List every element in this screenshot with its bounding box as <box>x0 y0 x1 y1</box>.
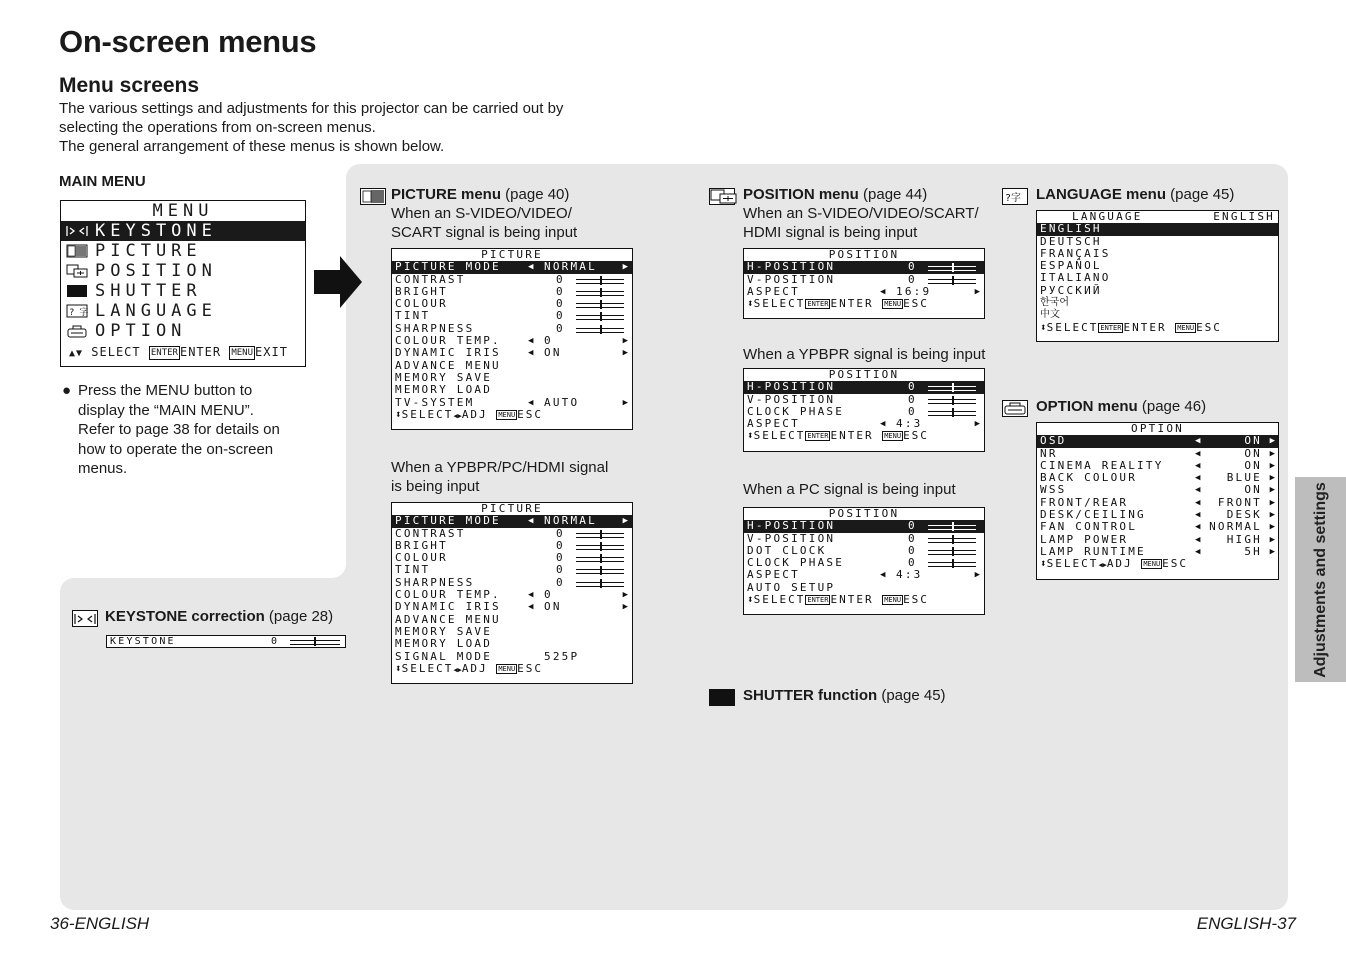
osd-footer-enter: ENTER <box>830 429 874 443</box>
osd-row-label: LAMP RUNTIME <box>1040 544 1146 558</box>
osd-slider-knob <box>600 276 602 285</box>
left-arrow-icon: ◀ <box>1195 448 1201 459</box>
left-arrow-icon: ◀ <box>528 262 534 273</box>
osd-slider-knob <box>952 383 954 392</box>
osd-row-label: V-POSITION <box>747 272 836 286</box>
language-icon <box>1002 188 1028 205</box>
enter-key-icon: ENTER <box>1100 323 1122 332</box>
left-arrow-icon: ◀ <box>880 419 886 430</box>
osd-row-label: COLOUR <box>395 297 448 311</box>
osd-slider-knob <box>600 530 602 539</box>
language-option: ENGLISH <box>1037 223 1278 235</box>
left-arrow-icon: ◀ <box>528 602 534 613</box>
osd-row-label: TINT <box>395 563 431 577</box>
menu-key-icon: MENU <box>498 410 516 419</box>
osd-row-label: PICTURE MODE <box>395 514 501 528</box>
osd-footer <box>1037 322 1278 334</box>
right-arrow-icon: ▶ <box>1269 460 1275 471</box>
osd-footer <box>744 594 984 606</box>
language-option: ITALIANO <box>1040 271 1111 285</box>
osd-row-value: 0 <box>544 334 553 348</box>
osd-row-label: MEMORY LOAD <box>395 383 493 397</box>
osd-slider <box>576 569 624 574</box>
language-option: 中文 <box>1040 309 1060 321</box>
page-number-right: ENGLISH-37 <box>1196 914 1296 933</box>
osd-footer-esc: ESC <box>903 429 929 443</box>
updown-arrow-icon: ⬍ <box>1040 557 1047 571</box>
osd-footer <box>744 298 984 310</box>
osd-row-value: 0 <box>556 526 565 540</box>
svg-text:?字: ?字 <box>1005 193 1022 204</box>
osd-row-label: ADVANCE MENU <box>395 358 501 372</box>
osd-row-value: 0 <box>556 309 565 323</box>
osd-row-value: 0 <box>908 543 917 557</box>
left-arrow-icon: ◀ <box>528 590 534 601</box>
left-arrow-icon: ◀ <box>1195 460 1201 471</box>
right-arrow-icon: ▶ <box>1269 534 1275 545</box>
osd-row-label: TV-SYSTEM <box>395 395 475 409</box>
position-osd-ypbpr <box>743 368 985 452</box>
shutter-icon <box>66 284 88 298</box>
osd-slider-knob <box>600 288 602 297</box>
osd-slider <box>928 399 976 404</box>
osd-footer-enter: ENTER <box>830 297 874 311</box>
osd-slider <box>576 279 624 284</box>
osd-row-value: ON <box>544 600 562 614</box>
keystone-icon <box>66 224 88 238</box>
right-arrow-icon: ▶ <box>622 397 628 408</box>
enter-key-icon: ENTER <box>150 347 178 358</box>
main-menu-item-keystone: KEYSTONE <box>61 221 305 241</box>
position-label: POSITION menu (page 44) When an S-VIDEO/VIDEO/SCART/ HDMI signal is being input <box>743 186 979 241</box>
position-caption-ypbpr: When a YPBPR signal is being input <box>743 346 986 363</box>
language-option: DEUTSCH <box>1040 234 1102 248</box>
updown-arrow-icon: ⬍ <box>395 661 402 675</box>
osd-row-value: 5H <box>1244 544 1262 558</box>
osd-row-label: MEMORY SAVE <box>395 624 493 638</box>
right-arrow-icon: ▶ <box>974 419 980 430</box>
osd-row <box>1037 435 1278 447</box>
osd-row-label: DYNAMIC IRIS <box>395 346 501 360</box>
leftright-arrow-icon: ◀▶ <box>1098 561 1107 570</box>
osd-row-label: COLOUR <box>395 551 448 565</box>
osd-row-value: 4:3 <box>896 417 923 431</box>
leftright-arrow-icon: ◀▶ <box>453 665 462 674</box>
osd-slider <box>576 303 624 308</box>
osd-slider-knob <box>952 547 954 556</box>
right-arrow-icon: ▶ <box>1269 497 1275 508</box>
osd-footer-enter: ENTER <box>830 593 874 607</box>
osd-slider-knob <box>600 579 602 588</box>
osd-row-label: MEMORY SAVE <box>395 370 493 384</box>
osd-title: OPTION <box>1131 422 1184 435</box>
osd-slider <box>576 315 624 320</box>
osd-footer-adj: ADJ <box>461 407 488 421</box>
osd-row-value: 4:3 <box>896 568 923 582</box>
left-arrow-icon: ◀ <box>1195 485 1201 496</box>
osd-row-value: 0 <box>556 575 565 589</box>
right-arrow-icon: ▶ <box>1269 448 1275 459</box>
osd-slider-knob <box>952 276 954 285</box>
osd-row-value: AUTO <box>544 395 580 409</box>
updown-arrow-icon: ⬍ <box>747 297 754 311</box>
osd-row-label: CLOCK PHASE <box>747 404 845 418</box>
osd-row-label: BRIGHT <box>395 284 448 298</box>
main-menu-item-picture: PICTURE <box>61 241 305 261</box>
updown-arrow-icon: ▲▼ <box>69 348 84 359</box>
osd-footer-esc: ESC <box>1162 557 1189 571</box>
right-arrow-icon: ▶ <box>1269 522 1275 533</box>
left-arrow-icon: ◀ <box>528 397 534 408</box>
osd-row-value: 0 <box>556 321 565 335</box>
right-arrow-icon: ▶ <box>1269 546 1275 557</box>
picture-osd-video <box>391 248 633 430</box>
osd-footer-select: SELECT <box>1046 320 1099 334</box>
picture-icon <box>66 244 88 258</box>
osd-slider-knob <box>952 522 954 531</box>
right-arrow-icon: ▶ <box>622 602 628 613</box>
menu-key-icon: MENU <box>231 347 254 358</box>
osd-footer-esc: ESC <box>517 407 544 421</box>
osd-slider <box>928 279 976 284</box>
main-menu-item-language: ?字 LANGUAGE <box>61 301 305 321</box>
osd-row-value: FRONT <box>1217 495 1262 509</box>
osd-slider <box>928 538 976 543</box>
section-title: Menu screens <box>59 74 200 97</box>
osd-row-label: COLOUR TEMP. <box>395 334 501 348</box>
osd-row-value: 0 <box>556 551 565 565</box>
osd-title: POSITION <box>828 248 900 261</box>
svg-text:?字: ?字 <box>69 308 94 318</box>
osd-footer-select: SELECT <box>1046 557 1099 571</box>
position-icon <box>709 188 735 205</box>
osd-title: PICTURE <box>481 248 543 261</box>
osd-slider <box>928 525 976 530</box>
osd-row-value: ON <box>1244 434 1262 448</box>
osd-slider-knob <box>952 263 954 272</box>
left-arrow-icon: ◀ <box>1195 510 1201 521</box>
osd-row-label: SHARPNESS <box>395 575 475 589</box>
menu-key-icon: MENU <box>884 432 902 441</box>
osd-title-label: LANGUAGE <box>1072 210 1143 223</box>
osd-slider-knob <box>952 408 954 417</box>
osd-row-value: BLUE <box>1226 471 1262 485</box>
osd-row-label: COLOUR TEMP. <box>395 588 501 602</box>
osd-footer-select: SELECT <box>401 407 454 421</box>
osd-row-value: 0 <box>908 556 917 570</box>
osd-row-value: 0 <box>556 538 565 552</box>
osd-row-label: OSD <box>1040 434 1067 448</box>
osd-row-label: TINT <box>395 309 431 323</box>
keystone-panel-background <box>60 578 360 910</box>
osd-row-label: SHARPNESS <box>395 321 475 335</box>
osd-footer-select: SELECT <box>753 429 806 443</box>
osd-slider <box>576 545 624 550</box>
osd-row-value: NORMAL <box>544 514 597 528</box>
osd-row-value: 0 <box>556 284 565 298</box>
osd-footer-select: SELECT <box>753 297 806 311</box>
osd-row-value: 0 <box>908 380 917 394</box>
osd-row-label: CONTRAST <box>395 526 466 540</box>
right-arrow-icon: ▶ <box>622 262 628 273</box>
osd-slider-knob <box>600 542 602 551</box>
option-icon <box>66 324 88 338</box>
osd-row-value: NORMAL <box>1209 520 1262 534</box>
osd-row-label: H-POSITION <box>747 380 836 394</box>
osd-row-value: 0 <box>908 260 917 274</box>
menu-key-icon: MENU <box>1177 323 1195 332</box>
osd-row-value: 0 <box>908 519 917 533</box>
osd-row-label: LAMP POWER <box>1040 532 1129 546</box>
right-arrow-icon: ▶ <box>974 286 980 297</box>
language-option: FRANÇAIS <box>1040 246 1111 260</box>
right-arrow-icon: ▶ <box>622 516 628 527</box>
osd-row-value: ON <box>544 346 562 360</box>
language-option: ESPAÑOL <box>1040 259 1102 273</box>
enter-key-icon: ENTER <box>807 300 829 309</box>
osd-row-value: ON <box>1244 458 1262 472</box>
osd-row-value: 0 <box>908 404 917 418</box>
osd-footer <box>392 409 632 421</box>
position-osd-pc <box>743 507 985 615</box>
osd-slider-knob <box>952 535 954 544</box>
leftright-arrow-icon: ◀▶ <box>453 411 462 420</box>
menu-key-icon: MENU <box>884 596 902 605</box>
osd-row-label: NR <box>1040 446 1058 460</box>
osd-row-label: AUTO SETUP <box>747 580 836 594</box>
page-number-left: 36-ENGLISH <box>50 914 150 933</box>
language-osd <box>1036 210 1279 342</box>
updown-arrow-icon: ⬍ <box>1040 320 1047 334</box>
osd-slider <box>928 411 976 416</box>
right-arrow-icon <box>312 254 364 310</box>
osd-row-label: DYNAMIC IRIS <box>395 600 501 614</box>
osd-row-value: 525P <box>544 649 580 663</box>
option-osd <box>1036 422 1279 580</box>
osd-footer-esc: ESC <box>517 661 544 675</box>
main-menu-item-position: POSITION <box>61 261 305 281</box>
osd-footer-esc: ESC <box>903 297 929 311</box>
enter-key-icon: ENTER <box>807 596 829 605</box>
left-arrow-icon: ◀ <box>1195 473 1201 484</box>
osd-title: POSITION <box>828 368 900 381</box>
side-tab: Adjustments and settings <box>1295 477 1346 682</box>
right-arrow-icon: ▶ <box>622 590 628 601</box>
instruction-bullet: ● Press the MENU button to display the “MAIN MENU”. Refer to page 38 for details on how to operate the on-screen menus. <box>62 382 280 477</box>
osd-row-label: ASPECT <box>747 284 800 298</box>
osd-row-label: WSS <box>1040 483 1067 497</box>
osd-row-label: DOT CLOCK <box>747 543 827 557</box>
osd-slider-knob <box>600 554 602 563</box>
left-arrow-icon: ◀ <box>1195 436 1201 447</box>
osd-slider <box>576 557 624 562</box>
main-menu-item-shutter: SHUTTER <box>61 281 305 301</box>
osd-row-label: H-POSITION <box>747 260 836 274</box>
osd-row-value: 0 <box>908 272 917 286</box>
osd-row-label: FAN CONTROL <box>1040 520 1138 534</box>
osd-footer-select: SELECT <box>753 593 806 607</box>
osd-row <box>1037 472 1278 484</box>
menu-key-icon: MENU <box>498 664 516 673</box>
osd-row-label: MEMORY LOAD <box>395 637 493 651</box>
option-icon <box>1002 400 1028 417</box>
right-arrow-icon: ▶ <box>1269 436 1275 447</box>
language-icon <box>66 304 94 318</box>
shutter-icon <box>709 689 735 706</box>
shutter-label: SHUTTER function (page 45) <box>743 687 946 704</box>
right-arrow-icon: ▶ <box>974 570 980 581</box>
menu-key-icon: MENU <box>884 300 902 309</box>
picture-caption-ypbpr: When a YPBPR/PC/HDMI signal is being input <box>391 459 609 495</box>
osd-footer-enter: ENTER <box>1123 320 1167 334</box>
option-label: OPTION menu (page 46) <box>1036 398 1207 415</box>
osd-row-value: 0 <box>908 392 917 406</box>
right-arrow-icon: ▶ <box>622 348 628 359</box>
menu-key-icon: MENU <box>1143 560 1161 569</box>
osd-current-language: ENGLISH <box>1213 210 1275 223</box>
keystone-osd: KEYSTONE 0 <box>106 635 346 648</box>
osd-footer-esc: ESC <box>1196 320 1222 334</box>
left-arrow-icon: ◀ <box>1195 497 1201 508</box>
main-menu-title: MENU <box>152 201 214 221</box>
position-icon <box>66 264 88 278</box>
left-arrow-icon: ◀ <box>528 516 534 527</box>
osd-slider <box>576 533 624 538</box>
osd-title: POSITION <box>828 507 900 520</box>
main-menu-heading: MAIN MENU <box>59 173 146 190</box>
updown-arrow-icon: ⬍ <box>747 429 754 443</box>
osd-row-label: V-POSITION <box>747 531 836 545</box>
osd-row-value: 0 <box>556 563 565 577</box>
osd-footer-esc: ESC <box>903 593 929 607</box>
osd-footer-adj: ADJ <box>1106 557 1133 571</box>
updown-arrow-icon: ⬍ <box>747 593 754 607</box>
osd-slider-knob <box>600 300 602 309</box>
osd-slider-knob <box>600 312 602 321</box>
osd-slider <box>576 582 624 587</box>
osd-row-value: 16:9 <box>896 284 932 298</box>
osd-footer-select: SELECT <box>401 661 454 675</box>
osd-row-label: BACK COLOUR <box>1040 471 1138 485</box>
right-arrow-icon: ▶ <box>1269 510 1275 521</box>
language-label: LANGUAGE menu (page 45) <box>1036 186 1235 203</box>
osd-footer-adj: ADJ <box>461 661 488 675</box>
osd-row-label: PICTURE MODE <box>395 260 501 274</box>
osd-row-value: HIGH <box>1226 532 1262 546</box>
keystone-label: KEYSTONE correction (page 28) <box>105 608 334 625</box>
osd-title: PICTURE <box>481 502 543 515</box>
osd-footer <box>392 663 632 675</box>
osd-slider <box>576 328 624 333</box>
osd-row-value: 0 <box>556 272 565 286</box>
osd-row-value: ON <box>1244 446 1262 460</box>
position-osd-video <box>743 248 985 319</box>
intro-text: The various settings and adjustments for this projector can be carried out by selecting the operations from on-screen menus. The general arrangement of these menus is shown below. <box>59 100 564 155</box>
left-arrow-icon: ◀ <box>1195 546 1201 557</box>
osd-slider-knob <box>600 325 602 334</box>
left-arrow-icon: ◀ <box>528 336 534 347</box>
osd-footer <box>744 430 984 442</box>
left-arrow-icon: ◀ <box>1195 522 1201 533</box>
osd-row-value: DESK <box>1226 508 1262 522</box>
main-menu-item-option: OPTION <box>61 321 305 341</box>
osd-row-label: DESK/CEILING <box>1040 508 1146 522</box>
osd-row-label: V-POSITION <box>747 392 836 406</box>
position-caption-pc: When a PC signal is being input <box>743 481 956 498</box>
language-option: 한국어 <box>1040 297 1069 309</box>
picture-osd-ypbpr <box>391 502 633 684</box>
osd-row-label: ASPECT <box>747 417 800 431</box>
osd-row-label: ADVANCE MENU <box>395 612 501 626</box>
osd-row-label: SIGNAL MODE <box>395 649 493 663</box>
right-arrow-icon: ▶ <box>1269 485 1275 496</box>
right-arrow-icon: ▶ <box>1269 473 1275 484</box>
picture-icon <box>360 188 386 205</box>
osd-row-value: NORMAL <box>544 260 597 274</box>
osd-row-value: ON <box>1244 483 1262 497</box>
osd-row-label: CONTRAST <box>395 272 466 286</box>
osd-slider <box>928 550 976 555</box>
osd-row-label: ASPECT <box>747 568 800 582</box>
enter-key-icon: ENTER <box>807 432 829 441</box>
main-menu-footer: ▲▼ SELECT ENTER ENTER MENU EXIT <box>69 345 288 359</box>
main-menu-osd <box>60 200 306 367</box>
keystone-icon <box>72 610 98 627</box>
osd-row-value: 0 <box>556 297 565 311</box>
osd-row-value: 0 <box>544 588 553 602</box>
left-arrow-icon: ◀ <box>880 570 886 581</box>
osd-slider-knob <box>600 566 602 575</box>
osd-slider <box>928 562 976 567</box>
left-arrow-icon: ◀ <box>880 286 886 297</box>
osd-footer <box>1037 558 1278 570</box>
picture-label: PICTURE menu (page 40) When an S-VIDEO/VIDEO/ SCART signal is being input <box>391 186 578 241</box>
right-arrow-icon: ▶ <box>622 336 628 347</box>
osd-row-value: 0 <box>908 531 917 545</box>
osd-slider <box>576 291 624 296</box>
osd-row-label: CINEMA REALITY <box>1040 458 1164 472</box>
osd-slider-knob <box>952 559 954 568</box>
osd-row-label: H-POSITION <box>747 519 836 533</box>
left-arrow-icon: ◀ <box>1195 534 1201 545</box>
osd-slider <box>928 386 976 391</box>
osd-slider <box>928 266 976 271</box>
updown-arrow-icon: ⬍ <box>395 407 402 421</box>
osd-row-label: BRIGHT <box>395 538 448 552</box>
osd-row-label: FRONT/REAR <box>1040 495 1129 509</box>
osd-slider-knob <box>952 396 954 405</box>
page-title: On-screen menus <box>59 24 317 59</box>
language-option: РУССКИЙ <box>1040 283 1102 297</box>
osd-row-label: CLOCK PHASE <box>747 556 845 570</box>
left-arrow-icon: ◀ <box>528 348 534 359</box>
